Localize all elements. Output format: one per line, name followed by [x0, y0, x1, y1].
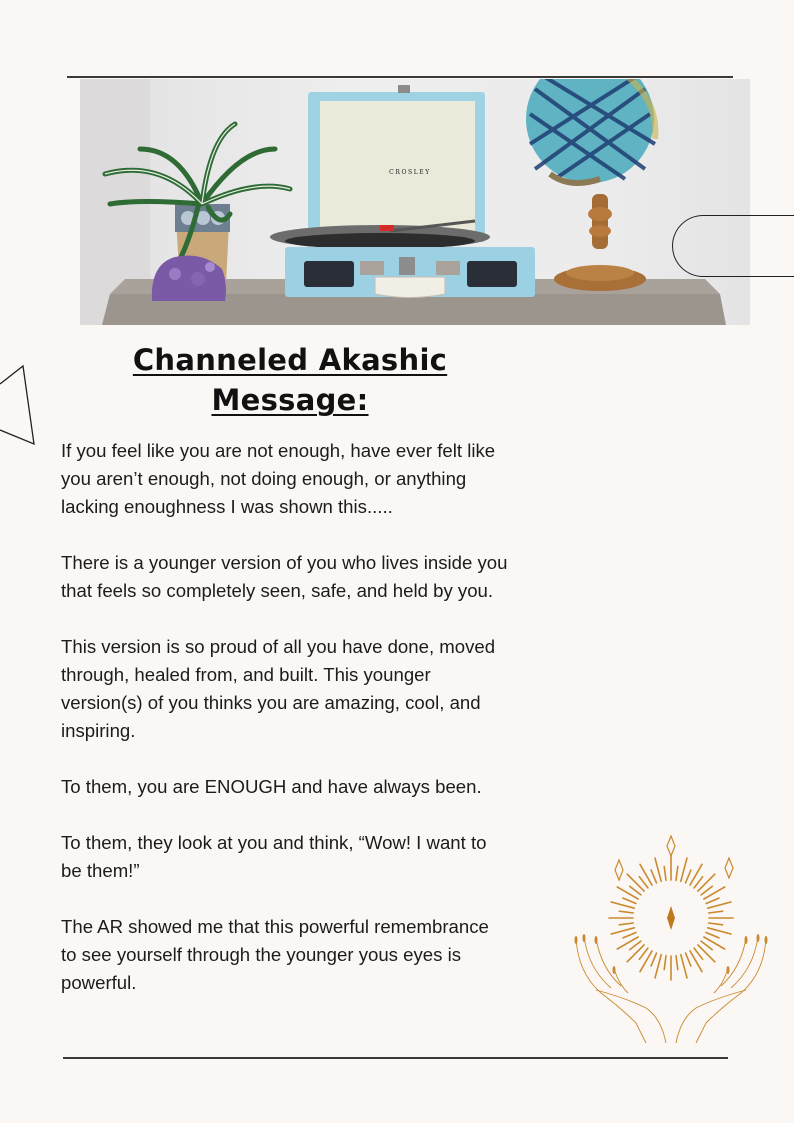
sun-ray — [686, 953, 691, 966]
sun-ray — [611, 902, 634, 908]
text-line: through, healed from, and built. This younger — [61, 664, 431, 685]
sun-ray — [701, 941, 712, 950]
sun-ray — [704, 887, 725, 899]
page-title — [90, 340, 490, 420]
sun-ray — [655, 858, 661, 881]
sun-ray — [651, 953, 656, 966]
sun-ray — [706, 898, 719, 903]
message-body — [61, 437, 581, 1025]
sun-ray — [686, 870, 691, 883]
sun-ray — [690, 951, 702, 972]
decorative-pill-shape — [672, 215, 794, 277]
star-icon — [667, 906, 675, 930]
sun-ray — [611, 928, 634, 934]
paragraph — [61, 829, 581, 885]
sun-ray — [617, 937, 638, 949]
sun-ray — [639, 948, 648, 959]
paragraph — [61, 773, 581, 801]
sun-ray — [617, 887, 638, 899]
text-line: powerful. — [61, 972, 137, 993]
sun-ray — [623, 898, 636, 903]
text-line: To them, they look at you and think, “Wow! I want to — [61, 832, 487, 853]
sun-ray — [664, 956, 666, 970]
text-line: There is a younger version of you who lives inside you — [61, 552, 508, 573]
title-line-2: Message: — [211, 383, 369, 417]
top-divider — [67, 76, 733, 78]
sun-ray — [698, 874, 715, 891]
title-line-1: Channeled Akashic — [132, 343, 448, 377]
sun-ray — [676, 956, 678, 970]
sun-ray — [690, 864, 702, 885]
sun-ray — [619, 923, 633, 925]
hands-icon — [576, 936, 766, 1043]
sun-ray — [704, 937, 725, 949]
sun-ray — [694, 948, 703, 959]
sun-ray — [619, 911, 633, 913]
text-line: be them!” — [61, 860, 140, 881]
sun-ray — [655, 955, 661, 978]
sun-ray — [630, 886, 641, 895]
text-line: The AR showed me that this powerful remembrance — [61, 916, 489, 937]
bottom-divider — [63, 1057, 728, 1059]
text-line: inspiring. — [61, 720, 136, 741]
paragraph — [61, 913, 581, 997]
sun-ray — [623, 933, 636, 938]
sun-ray — [709, 911, 723, 913]
text-line: If you feel like you are not enough, have ever felt like — [61, 440, 496, 461]
text-line: to see yourself through the younger yous eyes is — [61, 944, 462, 965]
text-line: version(s) of you thinks you are amazing, cool, and — [61, 692, 481, 713]
text-line: This version is so proud of all you have done, moved — [61, 636, 496, 657]
sun-ray — [681, 955, 687, 978]
sun-ray — [640, 864, 652, 885]
sun-and-hands-illustration — [566, 828, 776, 1048]
decorative-triangle — [0, 360, 40, 450]
sun-ray — [681, 858, 687, 881]
sun-ray — [701, 886, 712, 895]
sun-ray — [708, 902, 731, 908]
sun-ray — [698, 945, 715, 962]
sun-ray — [708, 928, 731, 934]
turntable-photo — [80, 79, 750, 325]
sun-ray — [651, 870, 656, 883]
sun-ray — [639, 877, 648, 888]
sun-ray — [709, 923, 723, 925]
paragraph — [61, 633, 581, 745]
sun-ray — [627, 945, 644, 962]
sun-ray — [640, 951, 652, 972]
sun-ray — [706, 933, 719, 938]
sun-ray — [676, 866, 678, 880]
text-line: lacking enoughness I was shown this..... — [61, 496, 393, 517]
sun-ray — [664, 866, 666, 880]
text-line: that feels so completely seen, safe, and held by you. — [61, 580, 494, 601]
paragraph — [61, 549, 581, 605]
sun-ray — [630, 941, 641, 950]
sun-ray — [694, 877, 703, 888]
text-line: you aren’t enough, not doing enough, or anything — [61, 468, 467, 489]
text-line: To them, you are ENOUGH and have always been. — [61, 776, 482, 797]
sparkle-icon — [615, 836, 733, 880]
sun-ray — [627, 874, 644, 891]
paragraph — [61, 437, 581, 521]
brand-text: CROSLEY — [389, 169, 431, 176]
